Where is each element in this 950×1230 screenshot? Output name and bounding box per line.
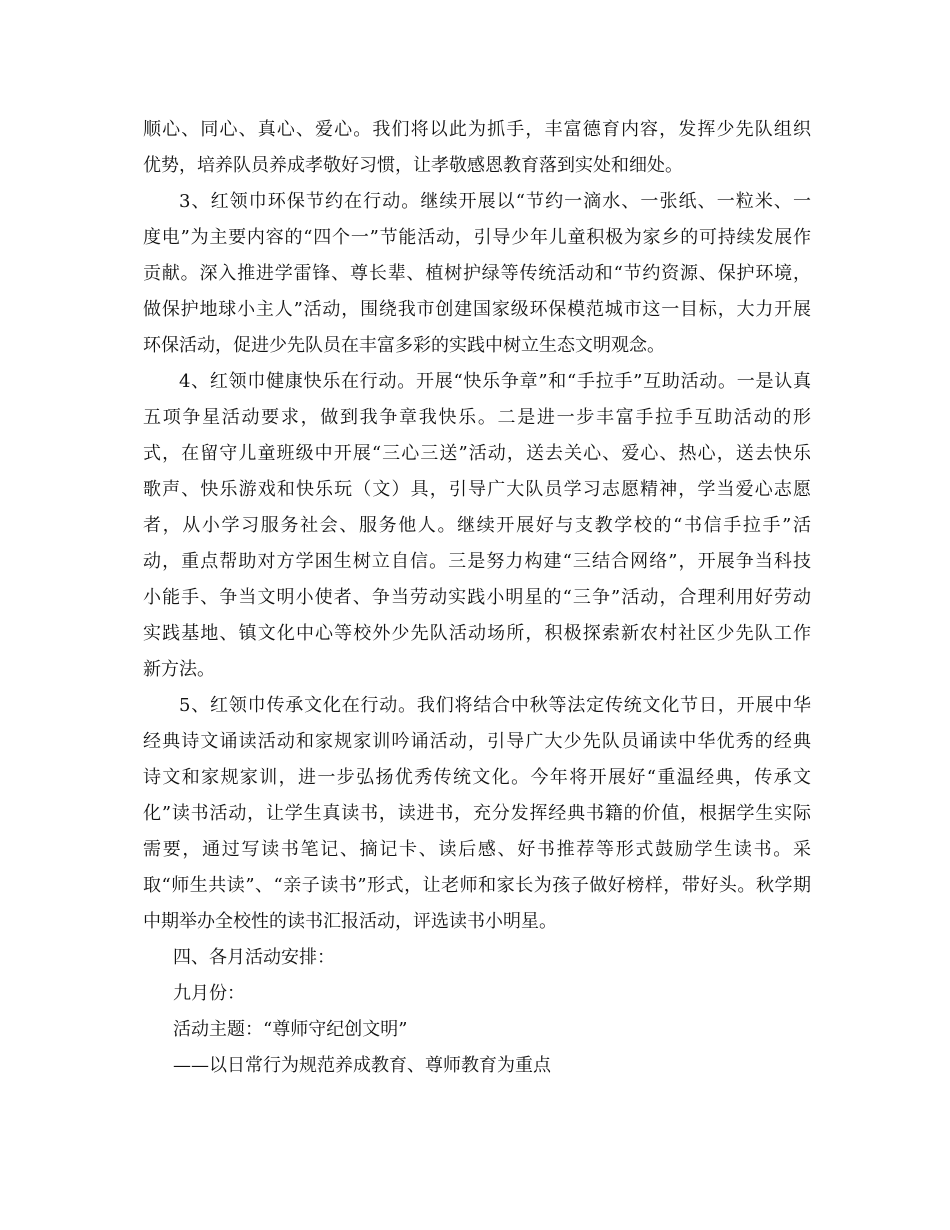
text-line: 新方法。 bbox=[143, 659, 215, 680]
activity-theme: 活动主题：“尊师守纪创文明” bbox=[173, 1019, 408, 1040]
text-line: 中期举办全校性的读书汇报活动，评选读书小明星。 bbox=[143, 911, 557, 932]
activity-focus: ——以日常行为规范养成教育、尊师教育为重点 bbox=[173, 1055, 551, 1076]
text-line: 诗文和家规家训，进一步弘扬优秀传统文化。今年将开展好“重温经典，传承文 bbox=[143, 767, 811, 788]
section-heading: 四、各月活动安排： bbox=[173, 947, 335, 968]
text-line: 做保护地球小主人”活动，围绕我市创建国家级环保模范城市这一目标，大力开展 bbox=[143, 299, 811, 320]
text-line: 实践基地、镇文化中心等校外少先队活动场所，积极探索新农村社区少先队工作 bbox=[143, 623, 811, 644]
text-line: 贡献。深入推进学雷锋、尊长辈、植树护绿等传统活动和“节约资源、保护环境， bbox=[143, 263, 811, 284]
text-line: 化”读书活动，让学生真读书，读进书，充分发挥经典书籍的价值，根据学生实际 bbox=[143, 803, 811, 824]
text-line: 小能手、争当文明小使者、争当劳动实践小明星的“三争”活动，合理利用好劳动 bbox=[143, 587, 811, 608]
text-line: 者，从小学习服务社会、服务他人。继续开展好与支教学校的“书信手拉手”活 bbox=[143, 515, 811, 536]
text-line: 环保活动，促进少先队员在丰富多彩的实践中树立生态文明观念。 bbox=[143, 335, 665, 356]
text-line: 优势，培养队员养成孝敬好习惯，让孝敬感恩教育落到实处和细处。 bbox=[143, 155, 683, 176]
text-line: 五项争星活动要求，做到我争章我快乐。二是进一步丰富手拉手互助活动的形 bbox=[143, 407, 811, 428]
paragraph-heading-line: 3、红领巾环保节约在行动。继续开展以“节约一滴水、一张纸、一粒米、一 bbox=[179, 191, 811, 212]
document-body bbox=[143, 112, 811, 1084]
month-heading: 九月份： bbox=[173, 983, 245, 1004]
text-line: 经典诗文诵读活动和家规家训吟诵活动，引导广大少先队员诵读中华优秀的经典 bbox=[143, 731, 811, 752]
text-line: 歌声、快乐游戏和快乐玩（文）具，引导广大队员学习志愿精神，学当爱心志愿 bbox=[143, 479, 811, 500]
paragraph-heading-line: 4、红领巾健康快乐在行动。开展“快乐争章”和“手拉手”互助活动。一是认真 bbox=[179, 371, 811, 392]
paragraph-heading-line: 5、红领巾传承文化在行动。我们将结合中秋等法定传统文化节日，开展中华 bbox=[179, 695, 811, 716]
text-line: 需要，通过写读书笔记、摘记卡、读后感、好书推荐等形式鼓励学生读书。采 bbox=[143, 839, 811, 860]
text-line: 式，在留守儿童班级中开展“三心三送”活动，送去关心、爱心、热心，送去快乐 bbox=[143, 443, 811, 464]
text-line: 动，重点帮助对方学困生树立自信。三是努力构建“三结合网络”，开展争当科技 bbox=[143, 551, 811, 572]
text-line: 顺心、同心、真心、爱心。我们将以此为抓手，丰富德育内容，发挥少先队组织 bbox=[143, 119, 811, 140]
text-line: 度电”为主要内容的“四个一”节能活动，引导少年儿童积极为家乡的可持续发展作 bbox=[143, 227, 811, 248]
text-line: 取“师生共读”、“亲子读书”形式，让老师和家长为孩子做好榜样，带好头。秋学期 bbox=[143, 875, 811, 896]
